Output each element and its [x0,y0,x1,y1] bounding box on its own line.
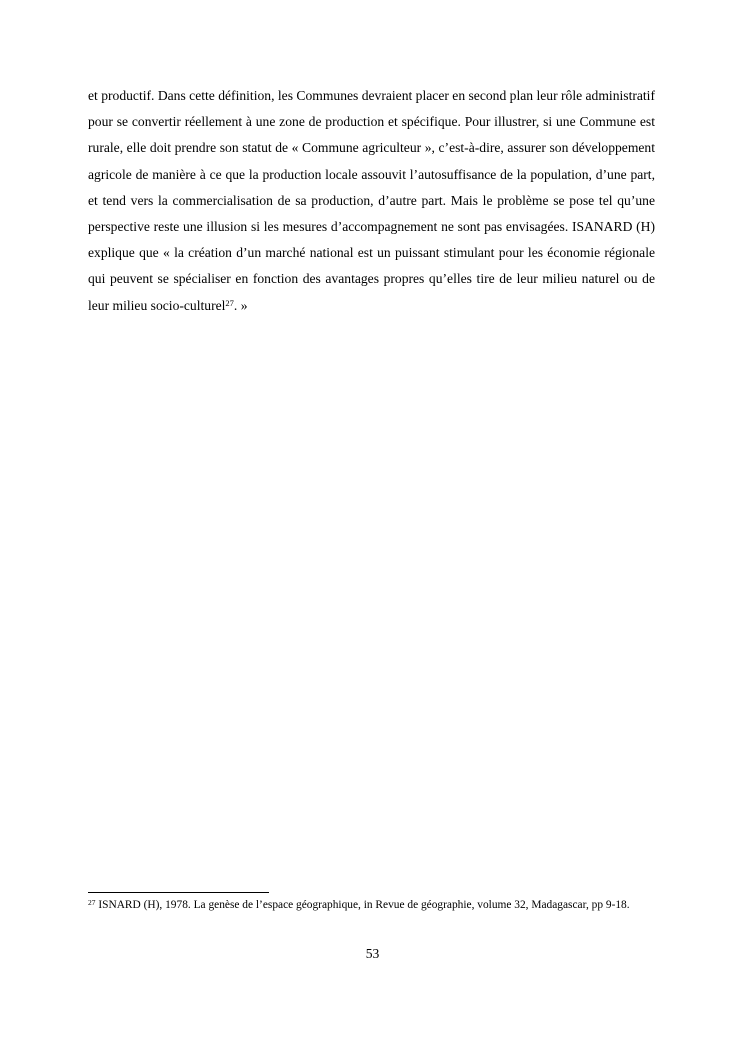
footnote [88,895,655,916]
footnote-separator [88,892,269,893]
body-paragraph [88,83,655,319]
footnote-number: 27 [88,898,96,907]
paragraph-text: et productif. Dans cette définition, les Communes devraient placer en second plan leur rôle administratif pour se convertir réellement à une zone de production et spécifique. Pour illustrer, si une Commune est rurale, elle doit prendre son statut de « Commune agriculteur », c’est-à-dire, assurer son développement agricole de manière à ce que la production locale assouvit l’autosuffisance de la population, d’une part, et tend vers la commercialisation de sa production, d’autre part. Mais le problème se pose tel qu’une perspective reste une illusion si les mesures d’accompagnement ne sont pas envisagées. ISANARD (H) explique que « la création d’un marché national est un puissant stimulant pour les économie régionale qui peuvent se spécialiser en fonction des avantages propres qu’elles tire de leur milieu naturel ou de leur milieu socio-culturel [88,88,655,313]
page-number: 53 [365,946,380,961]
footnote-text: ISNARD (H), 1978. La genèse de l’espace géographique, in Revue de géographie, volume 32, Madagascar, pp 9-18. [95,899,630,911]
footnote-reference: 27 [225,297,234,308]
paragraph-closing: . » [233,297,248,313]
